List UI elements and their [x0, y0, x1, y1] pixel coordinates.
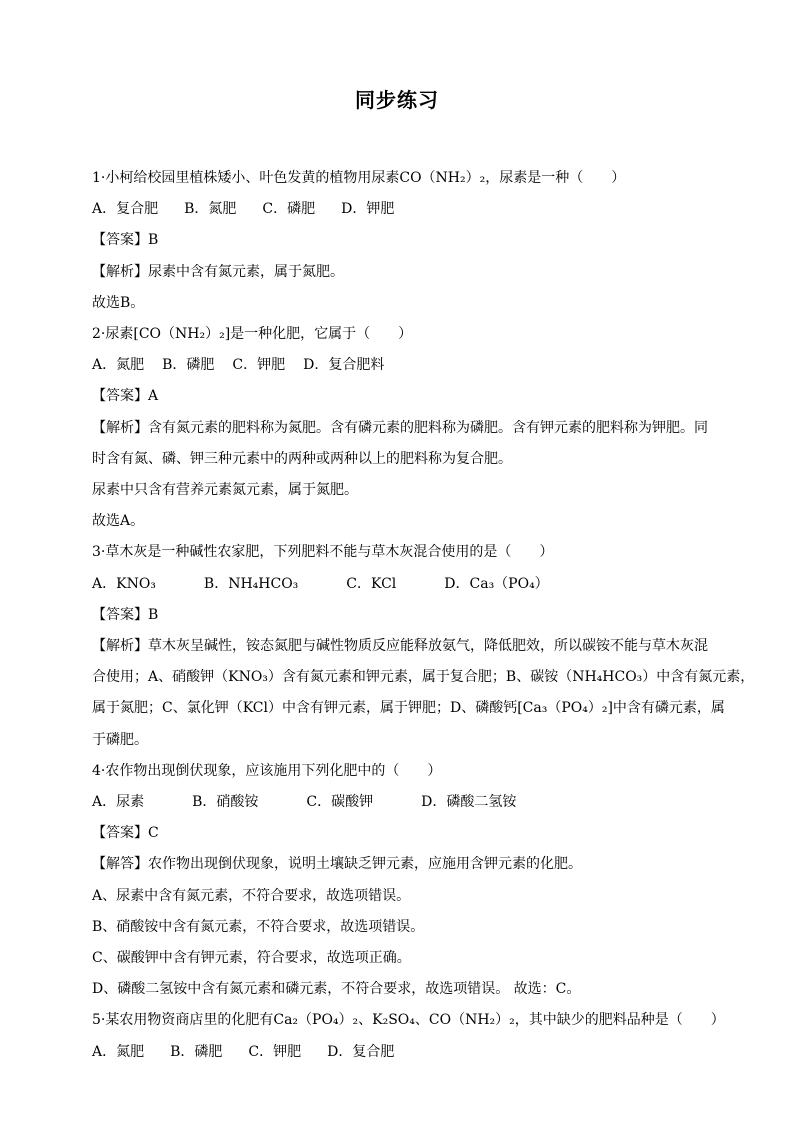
page-title: 同步练习	[355, 88, 439, 112]
question-4-options	[92, 787, 712, 818]
q2-option-b: B．磷肥	[162, 357, 215, 374]
question-3-analysis-line: 合使用；A、硝酸钾（KNO₃）含有氮元素和钾元素，属于复合肥；B、碳铵（NH₄HCO₃）中含有氮元素，	[92, 669, 755, 686]
question-2-options	[92, 350, 712, 381]
question-2-analysis-line: 【解析】含有氮元素的肥料称为氮肥。含有磷元素的肥料称为磷肥。含有钾元素的肥料称为钾肥。同	[92, 419, 708, 436]
q5-option-b: B．磷肥	[170, 1043, 223, 1060]
question-1-stem: 1·小柯给校园里植株矮小、叶色发黄的植物用尿素CO（NH₂）₂，尿素是一种（ ）	[92, 170, 626, 186]
question-1-answer: 【答案】B	[92, 232, 159, 249]
question-4-analysis-line: A、尿素中含有氮元素，不符合要求，故选项错误。	[92, 887, 411, 904]
q4-option-b: B．硝酸铵	[192, 794, 259, 811]
question-2-analysis-line: 故选A。	[92, 513, 145, 530]
q4-option-d: D．磷酸二氢铵	[421, 794, 517, 811]
q1-option-b: B．氮肥	[184, 201, 237, 218]
q2-option-a: A．氮肥	[92, 357, 145, 374]
question-1-analysis-line: 故选B。	[92, 294, 145, 311]
question-4-analysis-line: B、硝酸铵中含有氮元素，不符合要求，故选项错误。	[92, 918, 425, 935]
question-4-answer: 【答案】C	[92, 825, 159, 842]
q4-option-a: A．尿素	[92, 794, 145, 811]
question-2-answer: 【答案】A	[92, 388, 159, 405]
question-3-analysis-line: 于磷肥。	[92, 731, 148, 748]
question-3-options	[92, 569, 712, 600]
q5-option-d: D．复合肥	[327, 1043, 395, 1060]
question-1-options	[92, 194, 712, 225]
q5-option-c: C．钾肥	[248, 1043, 302, 1060]
q2-option-c: C．钾肥	[232, 357, 286, 374]
question-5-stem: 5·某农用物资商店里的化肥有Ca₂（PO₄）₂、K₂SO₄、CO（NH₂）₂，其中缺少的肥料品种是（ ）	[92, 1012, 725, 1029]
question-2-analysis-line: 时含有氮、磷、钾三种元素中的两种或两种以上的肥料称为复合肥。	[92, 450, 512, 467]
question-2-analysis-line: 尿素中只含有营养元素氮元素，属于氮肥。	[92, 482, 358, 499]
question-3-analysis-line: 【解析】草木灰呈碱性，铵态氮肥与碱性物质反应能释放氨气，降低肥效，所以碳铵不能与草木灰混	[92, 638, 708, 655]
question-1-analysis-line: 【解析】尿素中含有氮元素，属于氮肥。	[92, 263, 344, 280]
q1-option-d: D．钾肥	[341, 201, 395, 218]
question-2-stem: 2·尿素[CO（NH₂）₂]是一种化肥，它属于（ ）	[92, 326, 413, 343]
question-4-analysis-line: D、磷酸二氢铵中含有氮元素和磷元素，不符合要求，故选项错误。 故选：C。	[92, 981, 581, 998]
q2-option-d: D．复合肥料	[303, 357, 385, 374]
question-4-analysis-line: C、碳酸钾中含有钾元素，符合要求，故选项正确。	[92, 950, 411, 967]
question-3-answer: 【答案】B	[92, 606, 159, 623]
exercise-content	[92, 163, 755, 1068]
question-3-stem: 3·草木灰是一种碱性农家肥，下列肥料不能与草木灰混合使用的是（ ）	[92, 544, 554, 561]
q5-option-a: A．氮肥	[92, 1043, 145, 1060]
q3-option-b: B．NH₄HCO₃	[203, 575, 299, 592]
question-4-analysis-line: 【解答】农作物出现倒伏现象，说明土壤缺乏钾元素，应施用含钾元素的化肥。	[92, 856, 582, 873]
question-4-stem: 4·农作物出现倒伏现象，应该施用下列化肥中的（ ）	[92, 762, 442, 779]
q3-option-c: C．KCl	[346, 575, 397, 592]
q1-option-c: C．磷肥	[262, 201, 316, 218]
q3-option-d: D．Ca₃（PO₄）	[444, 575, 549, 592]
question-3-analysis-line: 属于氮肥；C、氯化钾（KCl）中含有钾元素，属于钾肥；D、磷酸钙[Ca₃（PO₄）₂]中含有磷元素，属	[92, 700, 725, 717]
q1-option-a: A．复合肥	[92, 201, 159, 218]
q4-option-c: C．碳酸钾	[306, 794, 374, 811]
question-5-options	[92, 1037, 712, 1068]
q3-option-a: A．KNO₃	[92, 575, 156, 592]
